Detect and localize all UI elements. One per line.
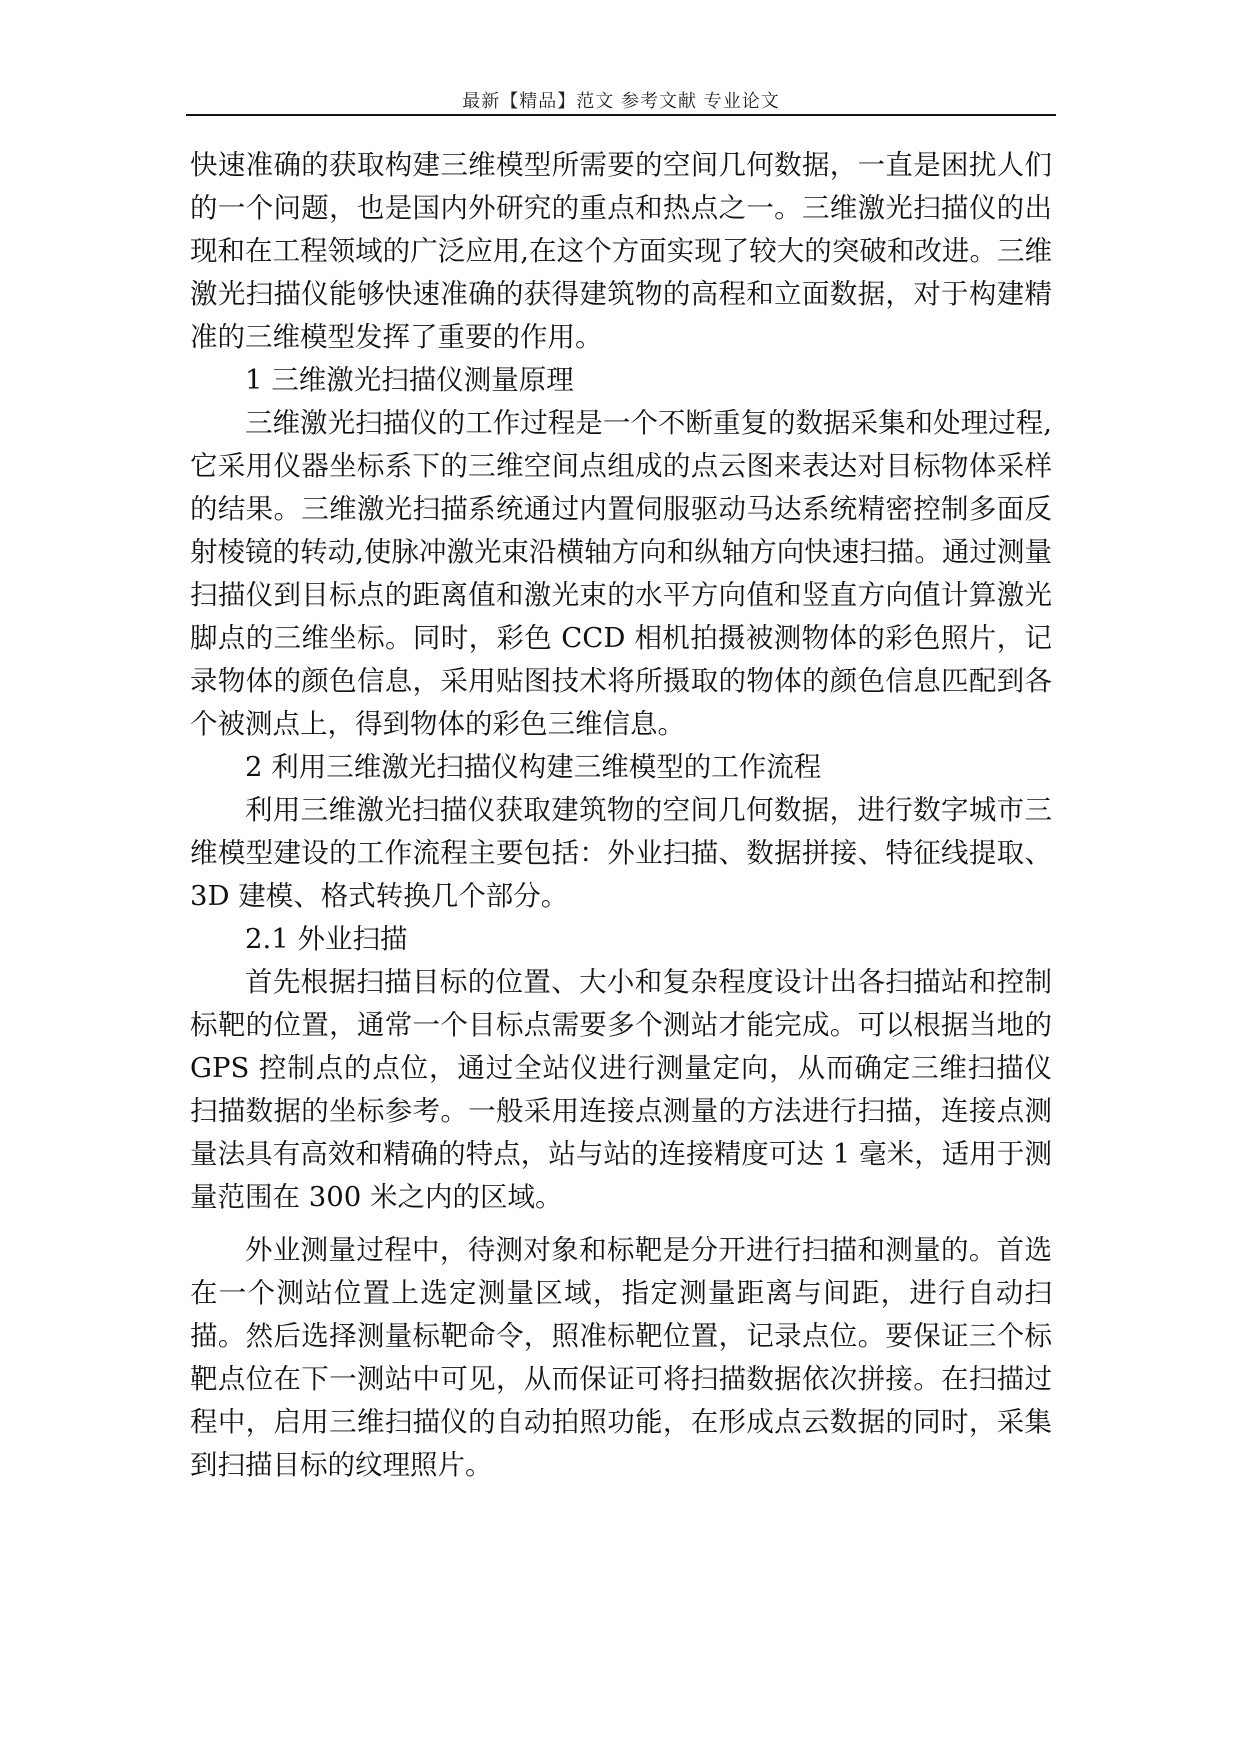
intro-paragraph: 快速准确的获取构建三维模型所需要的空间几何数据，一直是困扰人们的一个问题，也是国内外研究的重点和热点之一。三维激光扫描仪的出现和在工程领域的广泛应用,在这个方面实现了较大的突破和改进。三维激光扫描仪能够快速准确的获得建筑物的高程和立面数据，对于构建精准的三维模型发挥了重要的作用。: [190, 149, 1052, 353]
field-measurement-paragraph: 外业测量过程中，待测对象和标靶是分开进行扫描和测量的。首选在一个测站位置上选定测量区域，指定测量距离与间距，进行自动扫描。然后选择测量标靶命令，照准标靶位置，记录点位。要保证三个标靶点位在下一测站中可见，从而保证可将扫描数据依次拼接。在扫描过程中，启用三维扫描仪的自动拍照功能，在形成点云数据的同时，采集到扫描目标的纹理照片。: [190, 1234, 1052, 1481]
section-heading-1: 1 三维激光扫描仪测量原理: [245, 364, 574, 396]
section-heading-2: 2 利用三维激光扫描仪构建三维模型的工作流程: [245, 751, 822, 783]
document-body: [190, 144, 1052, 1487]
principle-paragraph: 三维激光扫描仪的工作过程是一个不断重复的数据采集和处理过程,它采用仪器坐标系下的三维空间点组成的点云图来表达对目标物体采样的结果。三维激光扫描系统通过内置伺服驱动马达系统精密控制多面反射棱镜的转动,使脉冲激光束沿横轴方向和纵轴方向快速扫描。通过测量扫描仪到目标点的距离值和激光束的水平方向值和竖直方向值计算激光脚点的三维坐标。同时，彩色 CCD 相机拍摄被测物体的彩色照片，记录物体的颜色信息，采用贴图技术将所摄取的物体的颜色信息匹配到各个被测点上，得到物体的彩色三维信息。: [190, 407, 1052, 740]
page-header: 最新【精品】范文 参考文献 专业论文: [462, 91, 780, 112]
field-scan-paragraph: 首先根据扫描目标的位置、大小和复杂程度设计出各扫描站和控制标靶的位置，通常一个目标点需要多个测站才能完成。可以根据当地的 GPS 控制点的点位，通过全站仪进行测量定向，从而确定三维扫描仪扫描数据的坐标参考。一般采用连接点测量的方法进行扫描，连接点测量法具有高效和精确的特点，站与站的连接精度可达 1 毫米，适用于测量范围在 300 米之内的区域。: [190, 966, 1052, 1213]
workflow-paragraph: 利用三维激光扫描仪获取建筑物的空间几何数据，进行数字城市三维模型建设的工作流程主要包括：外业扫描、数据拼接、特征线提取、3D 建模、格式转换几个部分。: [190, 794, 1052, 912]
header-divider: [186, 114, 1056, 116]
subsection-heading-2-1: 2.1 外业扫描: [245, 923, 408, 955]
